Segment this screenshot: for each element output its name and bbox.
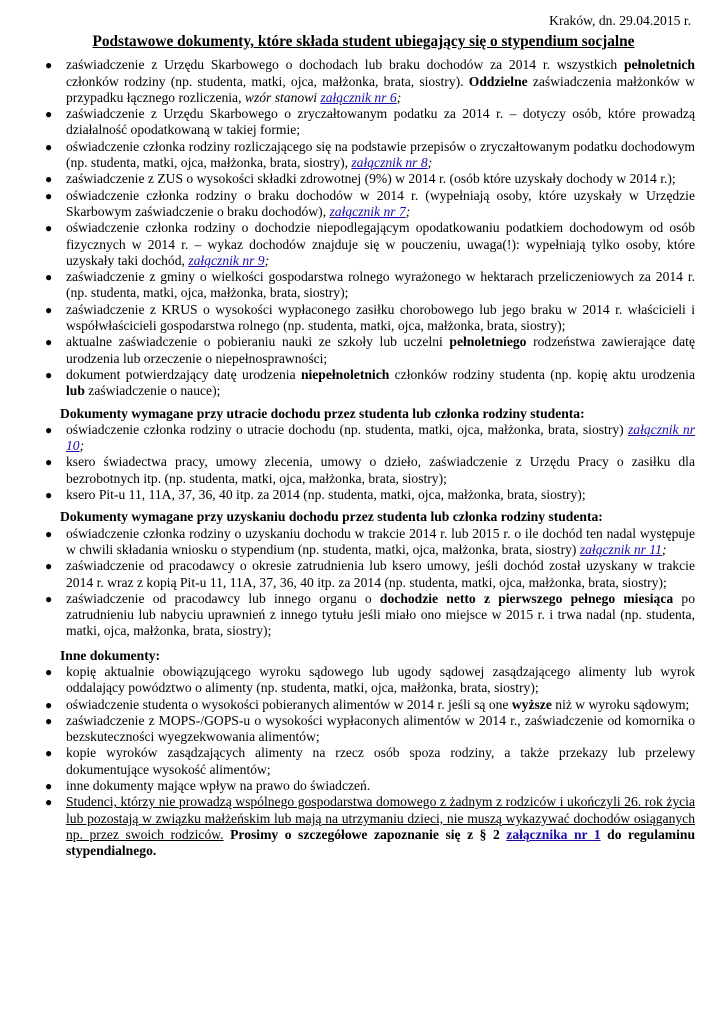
bullet-icon: ● xyxy=(45,335,53,350)
bullet-icon: ● xyxy=(45,221,53,236)
bullet-icon: ● xyxy=(45,172,53,187)
income-gain-heading: Dokumenty wymagane przy uzyskaniu dochodu przez studenta lub członka rodziny studenta: xyxy=(60,509,603,525)
list-item: ● oświadczenie członka rodziny o utracie dochodu (np. studenta, matki, ojca, małżonka, brata, siostry) załącznik nr 10; xyxy=(45,421,696,454)
other-documents-list xyxy=(32,664,695,860)
bullet-icon: ● xyxy=(45,107,53,122)
list-item: ● zaświadczenie od pracodawcy o okresie zatrudnienia lub ksero umowy, jeśli dochód został uzyskany w trakcie 2014 r. wraz z kopią Pit-u 11, 11A, 37, 36, 40 itp. za 2014 (np. studenta, matki, ojca, małżonka, brata, siostry); xyxy=(45,558,695,590)
bullet-icon: ● xyxy=(45,559,53,574)
attachment-1-link[interactable]: załącznika nr 1 xyxy=(506,826,601,842)
list-item: ● zaświadczenie z Urzędu Skarbowego o dochodach lub braku dochodów za 2014 r. wszystkich pełnoletnich członków rodziny (np. studenta, matki, ojca, małżonka, brata, siostry). Oddzielne zaświadczenia małżonków w przypadku łącznego rozliczenia, wzór stanowi załącznik nr 6; xyxy=(45,57,695,105)
bullet-icon: ● xyxy=(45,526,53,541)
bullet-icon: ● xyxy=(45,58,53,73)
list-item: ● ksero Pit-u 11, 11A, 37, 36, 40 itp. za 2014 (np. studenta, matki, ojca, małżonka, brata, siostry); xyxy=(45,487,586,503)
list-item: ● zaświadczenie z gminy o wielkości gospodarstwa rolnego wyrażonego w hektarach przeliczeniowych za 2014 r. (np. studenta, matki, ojca, małżonka, brata, siostry); xyxy=(45,269,695,301)
income-gain-list xyxy=(32,526,695,640)
list-item: ● zaświadczenie od pracodawcy lub innego organu o dochodzie netto z pierwszego pełnego miesiąca po zatrudnieniu lub nabyciu uprawnień z innego tytułu jeśli miało ono miejsce w 2015 r. i trwa nadal (np. studenta, matki, ojca, małżonka, brata, siostry); xyxy=(45,590,695,639)
list-item: ● oświadczenie członka rodziny rozliczającego się na podstawie przepisów o zryczałtowanym podatku dochodowym (np. studenta, matki, ojca, małżonka, brata, siostry), załącznik nr 8; xyxy=(45,138,695,171)
list-item: ● zaświadczenie z ZUS o wysokości składki zdrowotnej (9%) w 2014 r. (osób które uzyskały dochody w 2014 r.); xyxy=(45,171,676,187)
other-documents-heading: Inne dokumenty: xyxy=(60,647,161,663)
attachment-7-link[interactable]: załącznik nr 7 xyxy=(329,203,406,219)
list-item: ● ksero świadectwa pracy, umowy zlecenia, umowy o dzieło, zaświadczenie z Urzędu Pracy o zasiłku dla bezrobotnych itp. (np. studenta, matki, ojca, małżonka, brata, siostry); xyxy=(45,454,695,486)
bullet-icon: ● xyxy=(45,795,53,810)
attachment-11-link[interactable]: załącznik nr 11 xyxy=(579,541,662,557)
bullet-icon: ● xyxy=(45,713,53,728)
bullet-icon: ● xyxy=(45,591,53,606)
bullet-icon: ● xyxy=(45,367,53,382)
basic-documents-list xyxy=(32,57,695,399)
list-item: ● oświadczenie członka rodziny o uzyskaniu dochodu w trakcie 2014 r. lub 2015 r. o ile dochód ten nadal występuje w chwili składania wniosku o stypendium (np. studenta, matki, ojca, małżonka, brata, siostry) załącznik nr 11; xyxy=(45,525,695,557)
bullet-icon: ● xyxy=(45,188,53,203)
list-item: ● oświadczenie członka rodziny o dochodzie niepodlegającym opodatkowaniu podatkiem dochodowym od osób fizycznych w 2014 r. – wykaz dochodów znajduje się w pouczeniu, uwaga(!): wypełniają tylko osoby, które uzyskały taki dochód, załącznik nr 9; xyxy=(45,220,695,268)
list-item: ● Studenci, którzy nie prowadzą wspólnego gospodarstwa domowego z żadnym z rodziców i ukończyli 26. rok życia lub pozostają w związku małżeńskim lub mają na utrzymaniu dzieci, nie muszą wykazywać dochodów osiąganych np. przez swoich rodziców. Prosimy o szczegółowe zapoznanie się z § 2 załącznika nr 1 do regulaminu stypendialnego. xyxy=(45,794,696,859)
attachment-10-link[interactable]: załącznik nr 10 xyxy=(66,421,696,454)
bullet-icon: ● xyxy=(45,779,53,794)
list-item: ● zaświadczenie z MOPS-/GOPS-u o wysokości wypłaconych alimentów w 2014 r., zaświadczenie od komornika o bezskuteczności wyegzekwowania alimentów; xyxy=(45,712,695,745)
list-item: ● oświadczenie studenta o wysokości pobieranych alimentów w 2014 r. jeśli są one wyższe niż w wyroku sądowym; xyxy=(45,696,690,712)
bullet-icon: ● xyxy=(45,746,53,761)
bullet-icon: ● xyxy=(45,664,53,679)
attachment-9-link[interactable]: załącznik nr 9 xyxy=(188,252,265,268)
list-item: ● aktualne zaświadczenie o pobieraniu nauki ze szkoły lub uczelni pełnoletniego rodzeństwa zawierające datę urodzenia lub orzeczenie o niepełnosprawności; xyxy=(45,334,695,366)
attachment-8-link[interactable]: załącznik nr 8 xyxy=(351,155,428,171)
bullet-icon: ● xyxy=(45,139,53,154)
bullet-icon: ● xyxy=(45,697,53,712)
bullet-icon: ● xyxy=(45,488,53,503)
income-loss-heading: Dokumenty wymagane przy utracie dochodu przez studenta lub członka rodziny studenta: xyxy=(60,405,585,421)
list-item: ● zaświadczenie z Urzędu Skarbowego o zryczałtowanym podatku za 2014 r. – dotyczy osób, które prowadzą działalność opodatkowaną w takiej formie; xyxy=(45,106,695,138)
bullet-icon: ● xyxy=(45,302,53,317)
list-item: ● kopie wyroków zasądzających alimenty na rzecz osób spoza rodziny, a także przekazy lub przelewy dokumentujące wysokość alimentów; xyxy=(45,745,695,777)
bullet-icon: ● xyxy=(45,270,53,285)
list-item: ● dokument potwierdzający datę urodzenia niepełnoletnich członków rodziny studenta (np. kopię aktu urodzenia lub zaświadczenie o nauce); xyxy=(45,366,695,399)
attachment-6-link[interactable]: załącznik nr 6 xyxy=(320,89,397,105)
list-item: ● oświadczenie członka rodziny o braku dochodów w 2014 r. (wypełniają osoby, które uzyskały w Urzędzie Skarbowym zaświadczenie o braku dochodów), załącznik nr 7; xyxy=(45,187,695,219)
page-title: Podstawowe dokumenty, które składa student ubiegający się o stypendium socjalne xyxy=(92,33,635,51)
independent-students-note: Studenci, którzy nie prowadzą wspólnego gospodarstwa domowego z żadnym z rodziców i ukończyli 26. rok życia lub pozostają w związku małżeńskim lub mają na utrzymaniu dzieci, nie muszą wykazywać dochodów osiąganych np. przez swoich rodziców. xyxy=(66,794,695,842)
bullet-icon: ● xyxy=(45,455,53,470)
list-item: ● kopię aktualnie obowiązującego wyroku sądowego lub ugody sądowej zasądzającego alimenty lub wyrok oddalający powództwo o alimenty (np. studenta, matki, ojca, małżonka, brata, siostry); xyxy=(45,663,695,696)
bullet-icon: ● xyxy=(45,422,53,437)
list-item: ● zaświadczenie z KRUS o wysokości wypłaconego zasiłku chorobowego lub jego braku w 2014 r. właścicieli i współwłaścicieli gospodarstwa rolnego (np. studenta, matki, ojca, małżonka, brata, siostry); xyxy=(45,301,695,334)
date-line: Kraków, dn. 29.04.2015 r. xyxy=(549,13,691,28)
income-loss-list xyxy=(32,422,695,503)
list-item: ● inne dokumenty mające wpływ na prawo do świadczeń. xyxy=(45,778,371,794)
